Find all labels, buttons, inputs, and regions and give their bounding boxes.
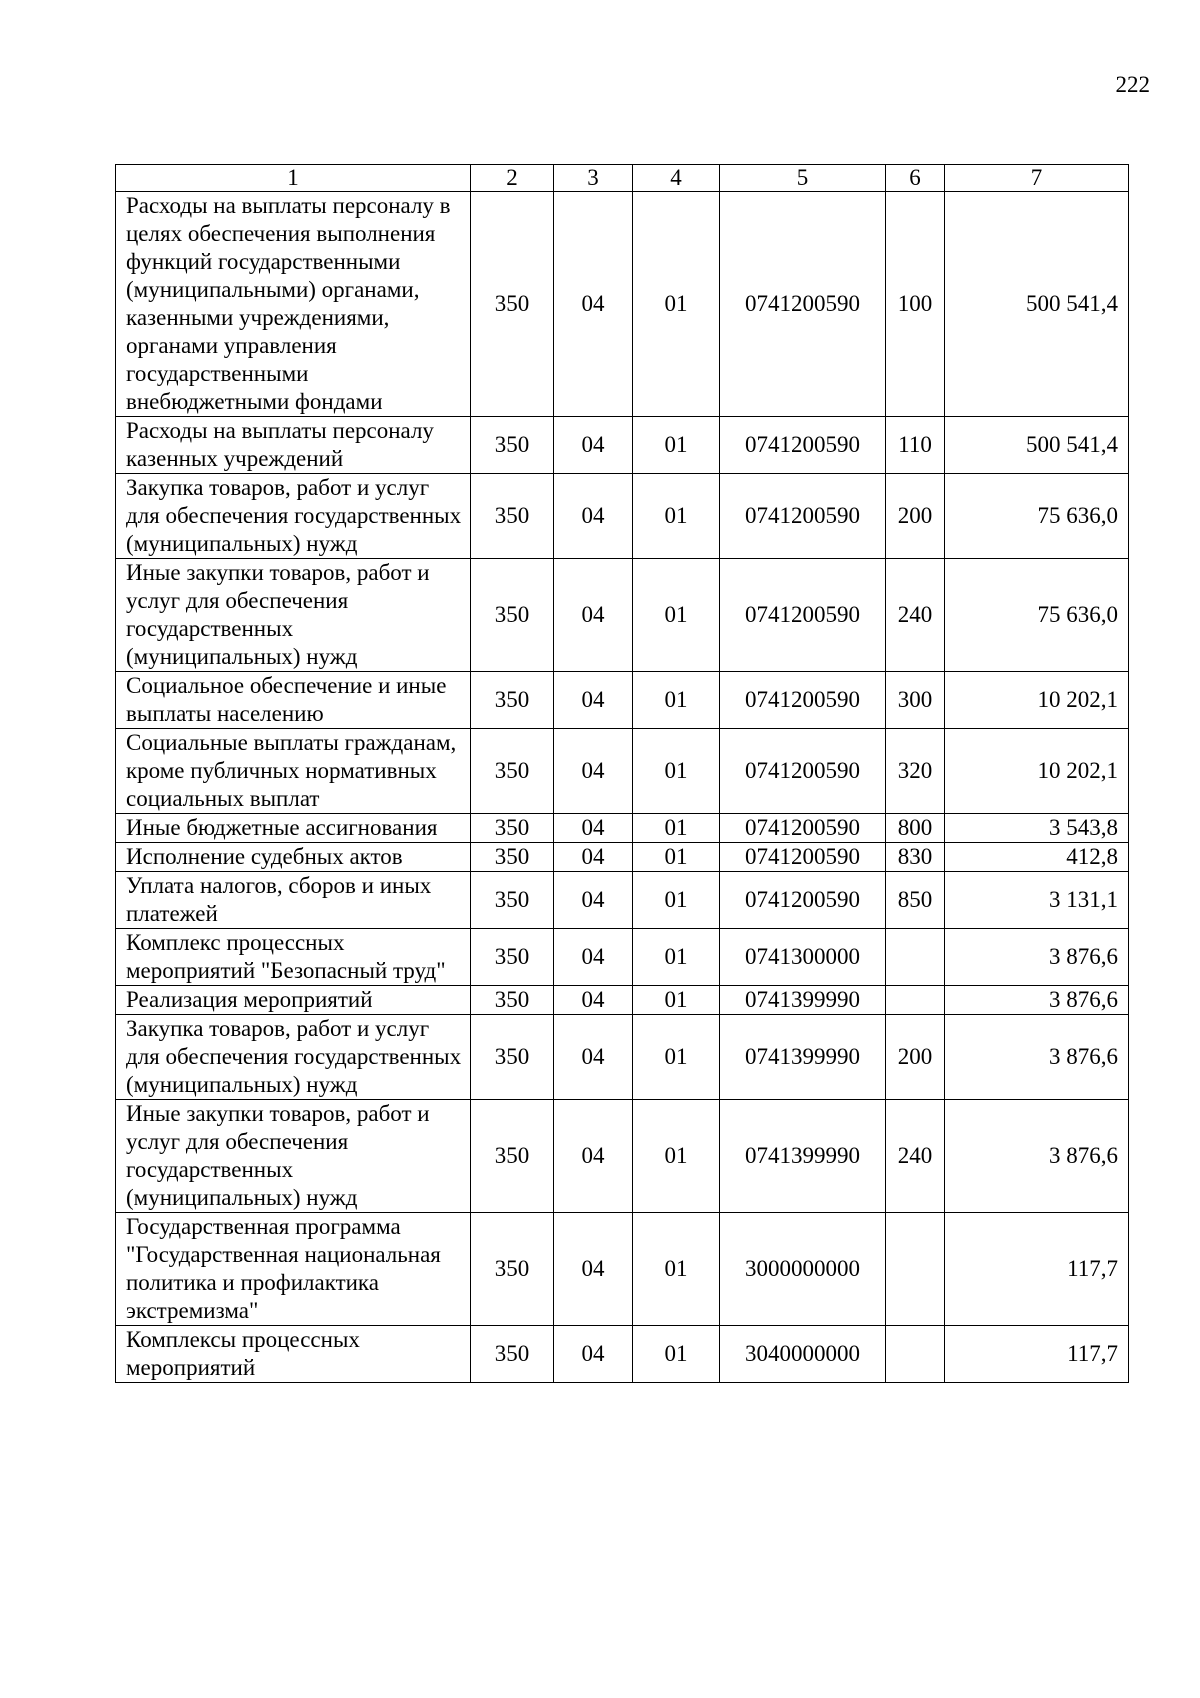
row-cell-6: 200 [886,474,945,559]
row-cell-2: 350 [471,729,554,814]
row-cell-2: 350 [471,1213,554,1326]
row-name-cell: Социальные выплаты гражданам, кроме публичных нормативных социальных выплат [116,729,471,814]
row-cell-7: 3 876,6 [945,929,1129,986]
row-name-cell: Иные бюджетные ассигнования [116,814,471,843]
row-cell-3: 04 [554,814,633,843]
table-row [116,929,1129,986]
row-cell-7: 3 543,8 [945,814,1129,843]
header-cell-3: 3 [554,165,633,192]
budget-table [115,164,1129,1383]
row-cell-7: 3 876,6 [945,1100,1129,1213]
row-cell-6: 240 [886,559,945,672]
row-cell-3: 04 [554,843,633,872]
row-cell-5: 0741200590 [720,814,886,843]
row-cell-2: 350 [471,559,554,672]
row-name-cell: Закупка товаров, работ и услуг для обеспечения государственных (муниципальных) нужд [116,1015,471,1100]
row-cell-3: 04 [554,192,633,417]
row-cell-5: 0741399990 [720,1015,886,1100]
page-number: 222 [1115,72,1150,97]
row-cell-6: 110 [886,417,945,474]
row-cell-4: 01 [633,843,720,872]
row-cell-5: 3000000000 [720,1213,886,1326]
row-cell-7: 500 541,4 [945,417,1129,474]
header-cell-7: 7 [945,165,1129,192]
row-cell-3: 04 [554,1326,633,1383]
row-cell-5: 0741200590 [720,559,886,672]
table-body [116,165,1129,1383]
row-cell-5: 0741300000 [720,929,886,986]
table-row [116,1326,1129,1383]
row-cell-7: 3 876,6 [945,1015,1129,1100]
row-cell-4: 01 [633,559,720,672]
row-cell-6: 200 [886,1015,945,1100]
row-cell-7: 117,7 [945,1326,1129,1383]
row-cell-6 [886,1326,945,1383]
table-row [116,1015,1129,1100]
table-row [116,672,1129,729]
row-cell-2: 350 [471,474,554,559]
row-cell-5: 0741399990 [720,986,886,1015]
row-cell-6: 850 [886,872,945,929]
row-cell-5: 0741200590 [720,729,886,814]
table-row [116,843,1129,872]
header-cell-1: 1 [116,165,471,192]
row-cell-2: 350 [471,1015,554,1100]
table-row [116,986,1129,1015]
header-cell-6: 6 [886,165,945,192]
row-cell-7: 10 202,1 [945,672,1129,729]
row-name-cell: Расходы на выплаты персоналу казенных учреждений [116,417,471,474]
row-cell-7: 10 202,1 [945,729,1129,814]
row-cell-7: 75 636,0 [945,559,1129,672]
row-cell-5: 0741200590 [720,872,886,929]
table-row [116,872,1129,929]
row-cell-3: 04 [554,1213,633,1326]
row-name-cell: Реализация мероприятий [116,986,471,1015]
row-cell-2: 350 [471,192,554,417]
row-cell-7: 412,8 [945,843,1129,872]
row-cell-2: 350 [471,986,554,1015]
row-cell-7: 75 636,0 [945,474,1129,559]
row-cell-2: 350 [471,1326,554,1383]
row-cell-3: 04 [554,729,633,814]
row-cell-6: 800 [886,814,945,843]
row-cell-6: 830 [886,843,945,872]
table-row [116,1213,1129,1326]
row-cell-4: 01 [633,192,720,417]
row-cell-4: 01 [633,729,720,814]
row-cell-2: 350 [471,872,554,929]
row-name-cell: Государственная программа "Государственная национальная политика и профилактика экстремизма" [116,1213,471,1326]
row-cell-4: 01 [633,474,720,559]
row-cell-7: 3 876,6 [945,986,1129,1015]
row-cell-6: 320 [886,729,945,814]
row-cell-5: 0741200590 [720,672,886,729]
row-cell-3: 04 [554,986,633,1015]
row-cell-7: 500 541,4 [945,192,1129,417]
row-cell-3: 04 [554,929,633,986]
row-name-cell: Закупка товаров, работ и услуг для обеспечения государственных (муниципальных) нужд [116,474,471,559]
table-row [116,814,1129,843]
header-cell-5: 5 [720,165,886,192]
row-cell-6: 100 [886,192,945,417]
row-cell-6 [886,986,945,1015]
row-cell-3: 04 [554,559,633,672]
row-cell-4: 01 [633,1100,720,1213]
row-cell-2: 350 [471,417,554,474]
row-cell-3: 04 [554,872,633,929]
row-name-cell: Расходы на выплаты персоналу в целях обеспечения выполнения функций государственными (муниципальными) органами, казенными учреждениями, органами управления государственными внебюджетными фондами [116,192,471,417]
row-cell-2: 350 [471,1100,554,1213]
row-cell-2: 350 [471,929,554,986]
row-cell-3: 04 [554,1015,633,1100]
row-cell-3: 04 [554,672,633,729]
row-cell-6: 240 [886,1100,945,1213]
row-cell-6: 300 [886,672,945,729]
row-cell-6 [886,929,945,986]
row-cell-3: 04 [554,1100,633,1213]
row-name-cell: Комплекс процессных мероприятий "Безопасный труд" [116,929,471,986]
row-name-cell: Комплексы процессных мероприятий [116,1326,471,1383]
row-cell-7: 3 131,1 [945,872,1129,929]
table-row [116,559,1129,672]
row-cell-4: 01 [633,1213,720,1326]
row-cell-4: 01 [633,417,720,474]
row-cell-3: 04 [554,474,633,559]
row-cell-5: 0741200590 [720,192,886,417]
table-row [116,474,1129,559]
row-name-cell: Иные закупки товаров, работ и услуг для обеспечения государственных (муниципальных) нужд [116,559,471,672]
row-cell-6 [886,1213,945,1326]
row-cell-4: 01 [633,1015,720,1100]
row-cell-4: 01 [633,1326,720,1383]
row-cell-4: 01 [633,872,720,929]
row-cell-5: 0741399990 [720,1100,886,1213]
row-name-cell: Иные закупки товаров, работ и услуг для обеспечения государственных (муниципальных) нужд [116,1100,471,1213]
row-cell-4: 01 [633,814,720,843]
row-cell-5: 0741200590 [720,474,886,559]
header-cell-4: 4 [633,165,720,192]
row-cell-4: 01 [633,672,720,729]
table-row [116,1100,1129,1213]
table-row [116,729,1129,814]
row-cell-2: 350 [471,814,554,843]
row-cell-5: 0741200590 [720,843,886,872]
row-name-cell: Уплата налогов, сборов и иных платежей [116,872,471,929]
row-cell-2: 350 [471,843,554,872]
row-name-cell: Социальное обеспечение и иные выплаты населению [116,672,471,729]
table-row [116,192,1129,417]
row-cell-7: 117,7 [945,1213,1129,1326]
row-cell-3: 04 [554,417,633,474]
row-cell-4: 01 [633,929,720,986]
row-cell-5: 3040000000 [720,1326,886,1383]
row-name-cell: Исполнение судебных актов [116,843,471,872]
row-cell-2: 350 [471,672,554,729]
header-cell-2: 2 [471,165,554,192]
row-cell-4: 01 [633,986,720,1015]
table-header-row [116,165,1129,192]
table-row [116,417,1129,474]
row-cell-5: 0741200590 [720,417,886,474]
